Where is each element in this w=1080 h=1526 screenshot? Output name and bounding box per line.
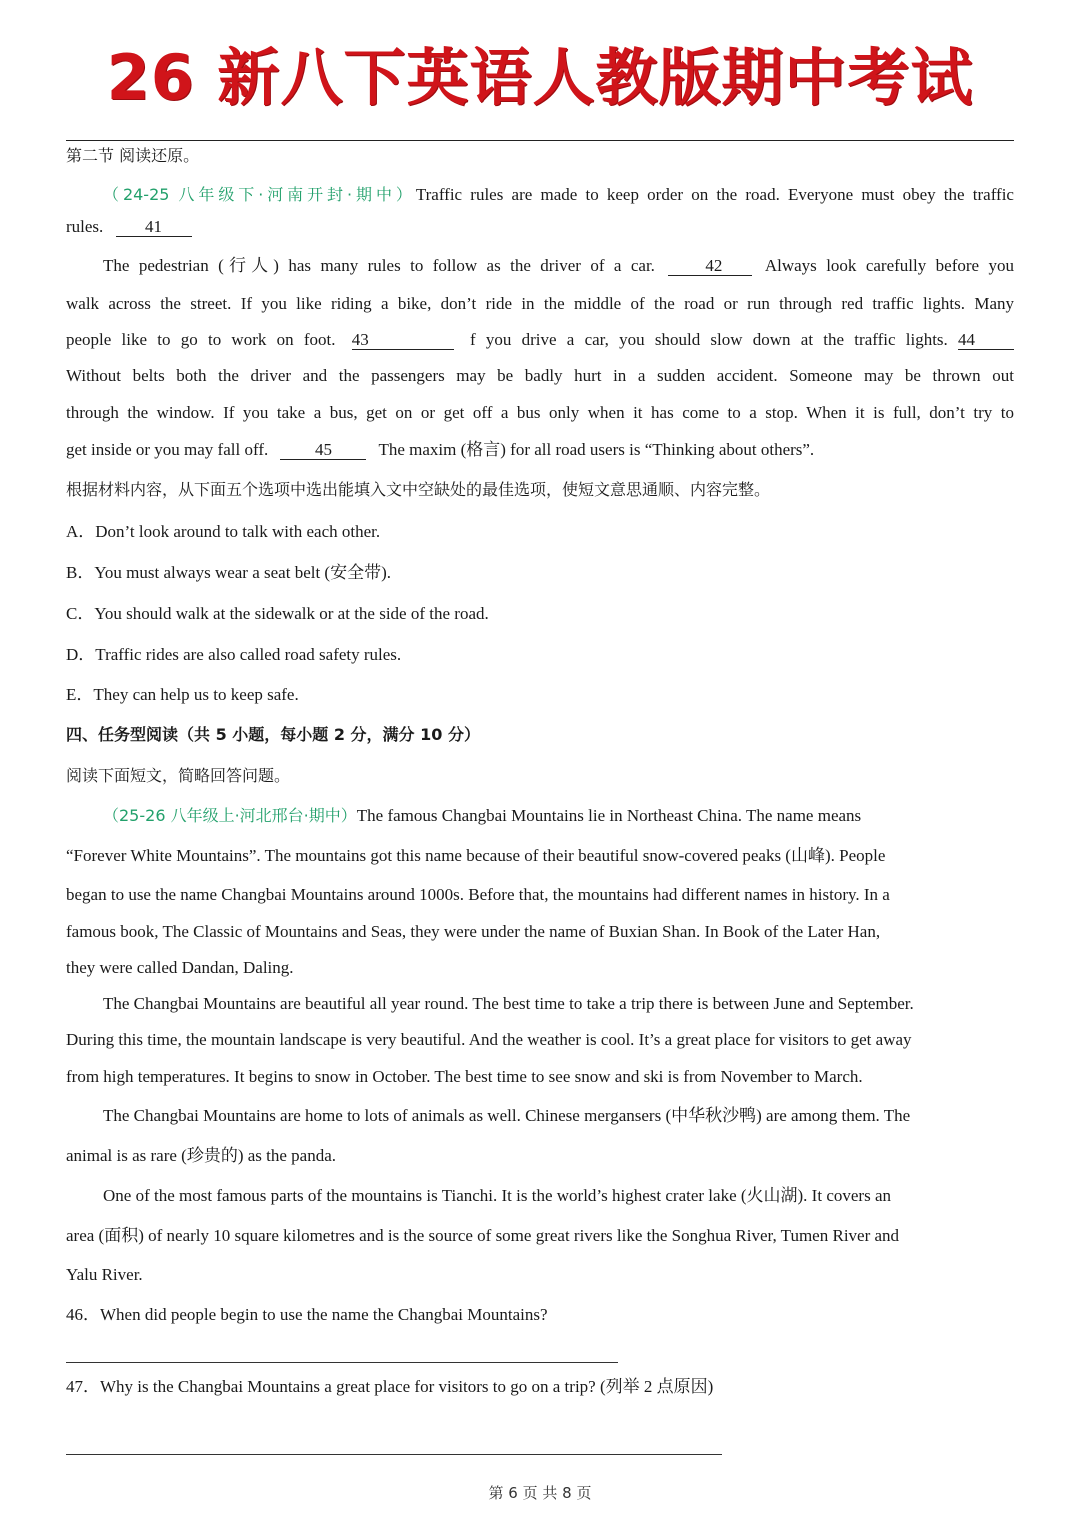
option-e[interactable]: [66, 675, 1014, 715]
answer-47-line[interactable]: [66, 1454, 722, 1455]
page-content: [66, 143, 1014, 1456]
option-letter: B．: [66, 563, 95, 582]
option-letter: D．: [66, 645, 96, 664]
section4-instruction: 阅读下面短文，简略回答问题。: [66, 766, 291, 785]
instruction-cn: 根据材料内容，从下面五个选项中选出能填入文中空缺处的最佳选项，使短文意思通顺、内容完整。: [66, 480, 771, 499]
option-letter: E．: [66, 685, 94, 704]
option-letter: A．: [66, 522, 96, 541]
passage1-text: rules.: [66, 217, 104, 236]
passage3-line3: began to use the name Changbai Mountains around 1000s. Before that, the mountains had different names in history. In a: [66, 885, 890, 904]
option-d[interactable]: [66, 634, 1014, 675]
passage3-line2: “Forever White Mountains”. The mountains got this name because of their beautiful snow-covered peaks (山峰). People: [66, 846, 886, 865]
option-a[interactable]: [66, 511, 1014, 552]
header-rule: [66, 140, 1014, 141]
passage3-line13: Yalu River.: [66, 1265, 143, 1284]
question-46: 46．When did people begin to use the name the Changbai Mountains?: [66, 1305, 548, 1324]
option-text: Traffic rides are also called road safety rules.: [95, 645, 402, 664]
blank-42[interactable]: 42: [668, 257, 752, 276]
passage3-line7: During this time, the mountain landscape is very beautiful. And the weather is cool. It’s a great place for visitors to get away: [66, 1030, 912, 1049]
option-text: Don’t look around to talk with each other.: [95, 522, 381, 541]
passage2-text: The pedestrian (行人) has many rules to follow as the driver of a car.: [103, 256, 655, 275]
blank-45[interactable]: 45: [280, 441, 366, 460]
page-number: 第 6 页 共 8 页: [488, 1484, 592, 1502]
passage3-line8: from high temperatures. It begins to snow in October. The best time to see snow and ski is from November to March.: [66, 1067, 863, 1086]
passage2-text: Always look carefully before you: [764, 256, 1014, 275]
answer-46-line[interactable]: [66, 1362, 618, 1363]
option-text: They can help us to keep safe.: [93, 685, 299, 704]
option-letter: C．: [66, 604, 95, 623]
question-47: 47．Why is the Changbai Mountains a great place for visitors to go on a trip? (列举 2 点原因): [66, 1377, 714, 1396]
section-title: 第二节 阅读还原。: [66, 146, 200, 165]
passage1-line2: [66, 207, 1014, 247]
passage3-line4: famous book, The Classic of Mountains and Seas, they were under the name of Buxian Shan. In Book of the Later Han,: [66, 922, 881, 941]
option-text: You should walk at the sidewalk or at the side of the road.: [94, 604, 489, 623]
blank-41[interactable]: 41: [116, 218, 192, 237]
passage2-line5: through the window. If you take a bus, get on or get off a bus only when it has come to a stop. When it is full, don’t try to: [66, 403, 1014, 422]
passage3-text: The famous Changbai Mountains lie in Northeast China. The name means: [356, 806, 862, 825]
blank-44[interactable]: 44: [958, 331, 1014, 350]
blank-43[interactable]: 43: [352, 331, 454, 350]
passage3-line10: animal is as rare (珍贵的) as the panda.: [66, 1146, 337, 1165]
passage2-line3: [66, 322, 1014, 358]
passage3-line5: they were called Dandan, Daling.: [66, 958, 294, 977]
passage2-line2: walk across the street. If you like riding a bike, don’t ride in the middle of the road or run through red traffic lights. Many: [66, 294, 1014, 313]
passage3-line12: area (面积) of nearly 10 square kilometres and is the source of some great rivers like the Songhua River, Tumen River and: [66, 1226, 900, 1245]
passage3-line9: The Changbai Mountains are home to lots of animals as well. Chinese mergansers (中华秋沙鸭) are among them. The: [103, 1106, 911, 1125]
passage2-line1: [66, 247, 1014, 285]
option-text: You must always wear a seat belt (安全带).: [94, 563, 392, 582]
answer-47-area: [66, 1410, 1014, 1456]
passage3-line1: [66, 796, 1014, 836]
passage2-text: get inside or you may fall off.: [66, 440, 269, 459]
source-tag: （25-26 八年级上·河北邢台·期中）: [103, 806, 357, 825]
section4-title: 四、任务型阅读（共 5 小题，每小题 2 分，满分 10 分）: [66, 725, 480, 744]
source-tag: （24-25 八年级下·河南开封·期中）: [103, 185, 416, 204]
passage3-line11: One of the most famous parts of the mountains is Tianchi. It is the world’s highest crater lake (火山湖). It covers an: [103, 1186, 891, 1205]
passage2-line4: Without belts both the driver and the passengers may be badly hurt in a sudden accident. Someone may be thrown out: [66, 366, 1014, 385]
passage1-text: Traffic rules are made to keep order on the road. Everyone must obey the traffic: [415, 185, 1014, 204]
banner-title: 26 新八下英语人教版期中考试: [106, 41, 974, 114]
passage2-text: f you drive a car, you should slow down at the traffic lights.: [469, 330, 948, 349]
passage2-text: people like to go to work on foot.: [66, 330, 336, 349]
option-c[interactable]: [66, 593, 1014, 634]
passage2-text: The maxim (格言) for all road users is “Thinking about others”.: [378, 440, 815, 459]
passage3-line6: The Changbai Mountains are beautiful all year round. The best time to take a trip there is between June and September.: [103, 994, 914, 1013]
option-b[interactable]: [66, 552, 1014, 593]
passage2-line6: [66, 431, 1014, 469]
passage1-line1: [66, 169, 1014, 207]
answer-46-area: [66, 1336, 1014, 1364]
